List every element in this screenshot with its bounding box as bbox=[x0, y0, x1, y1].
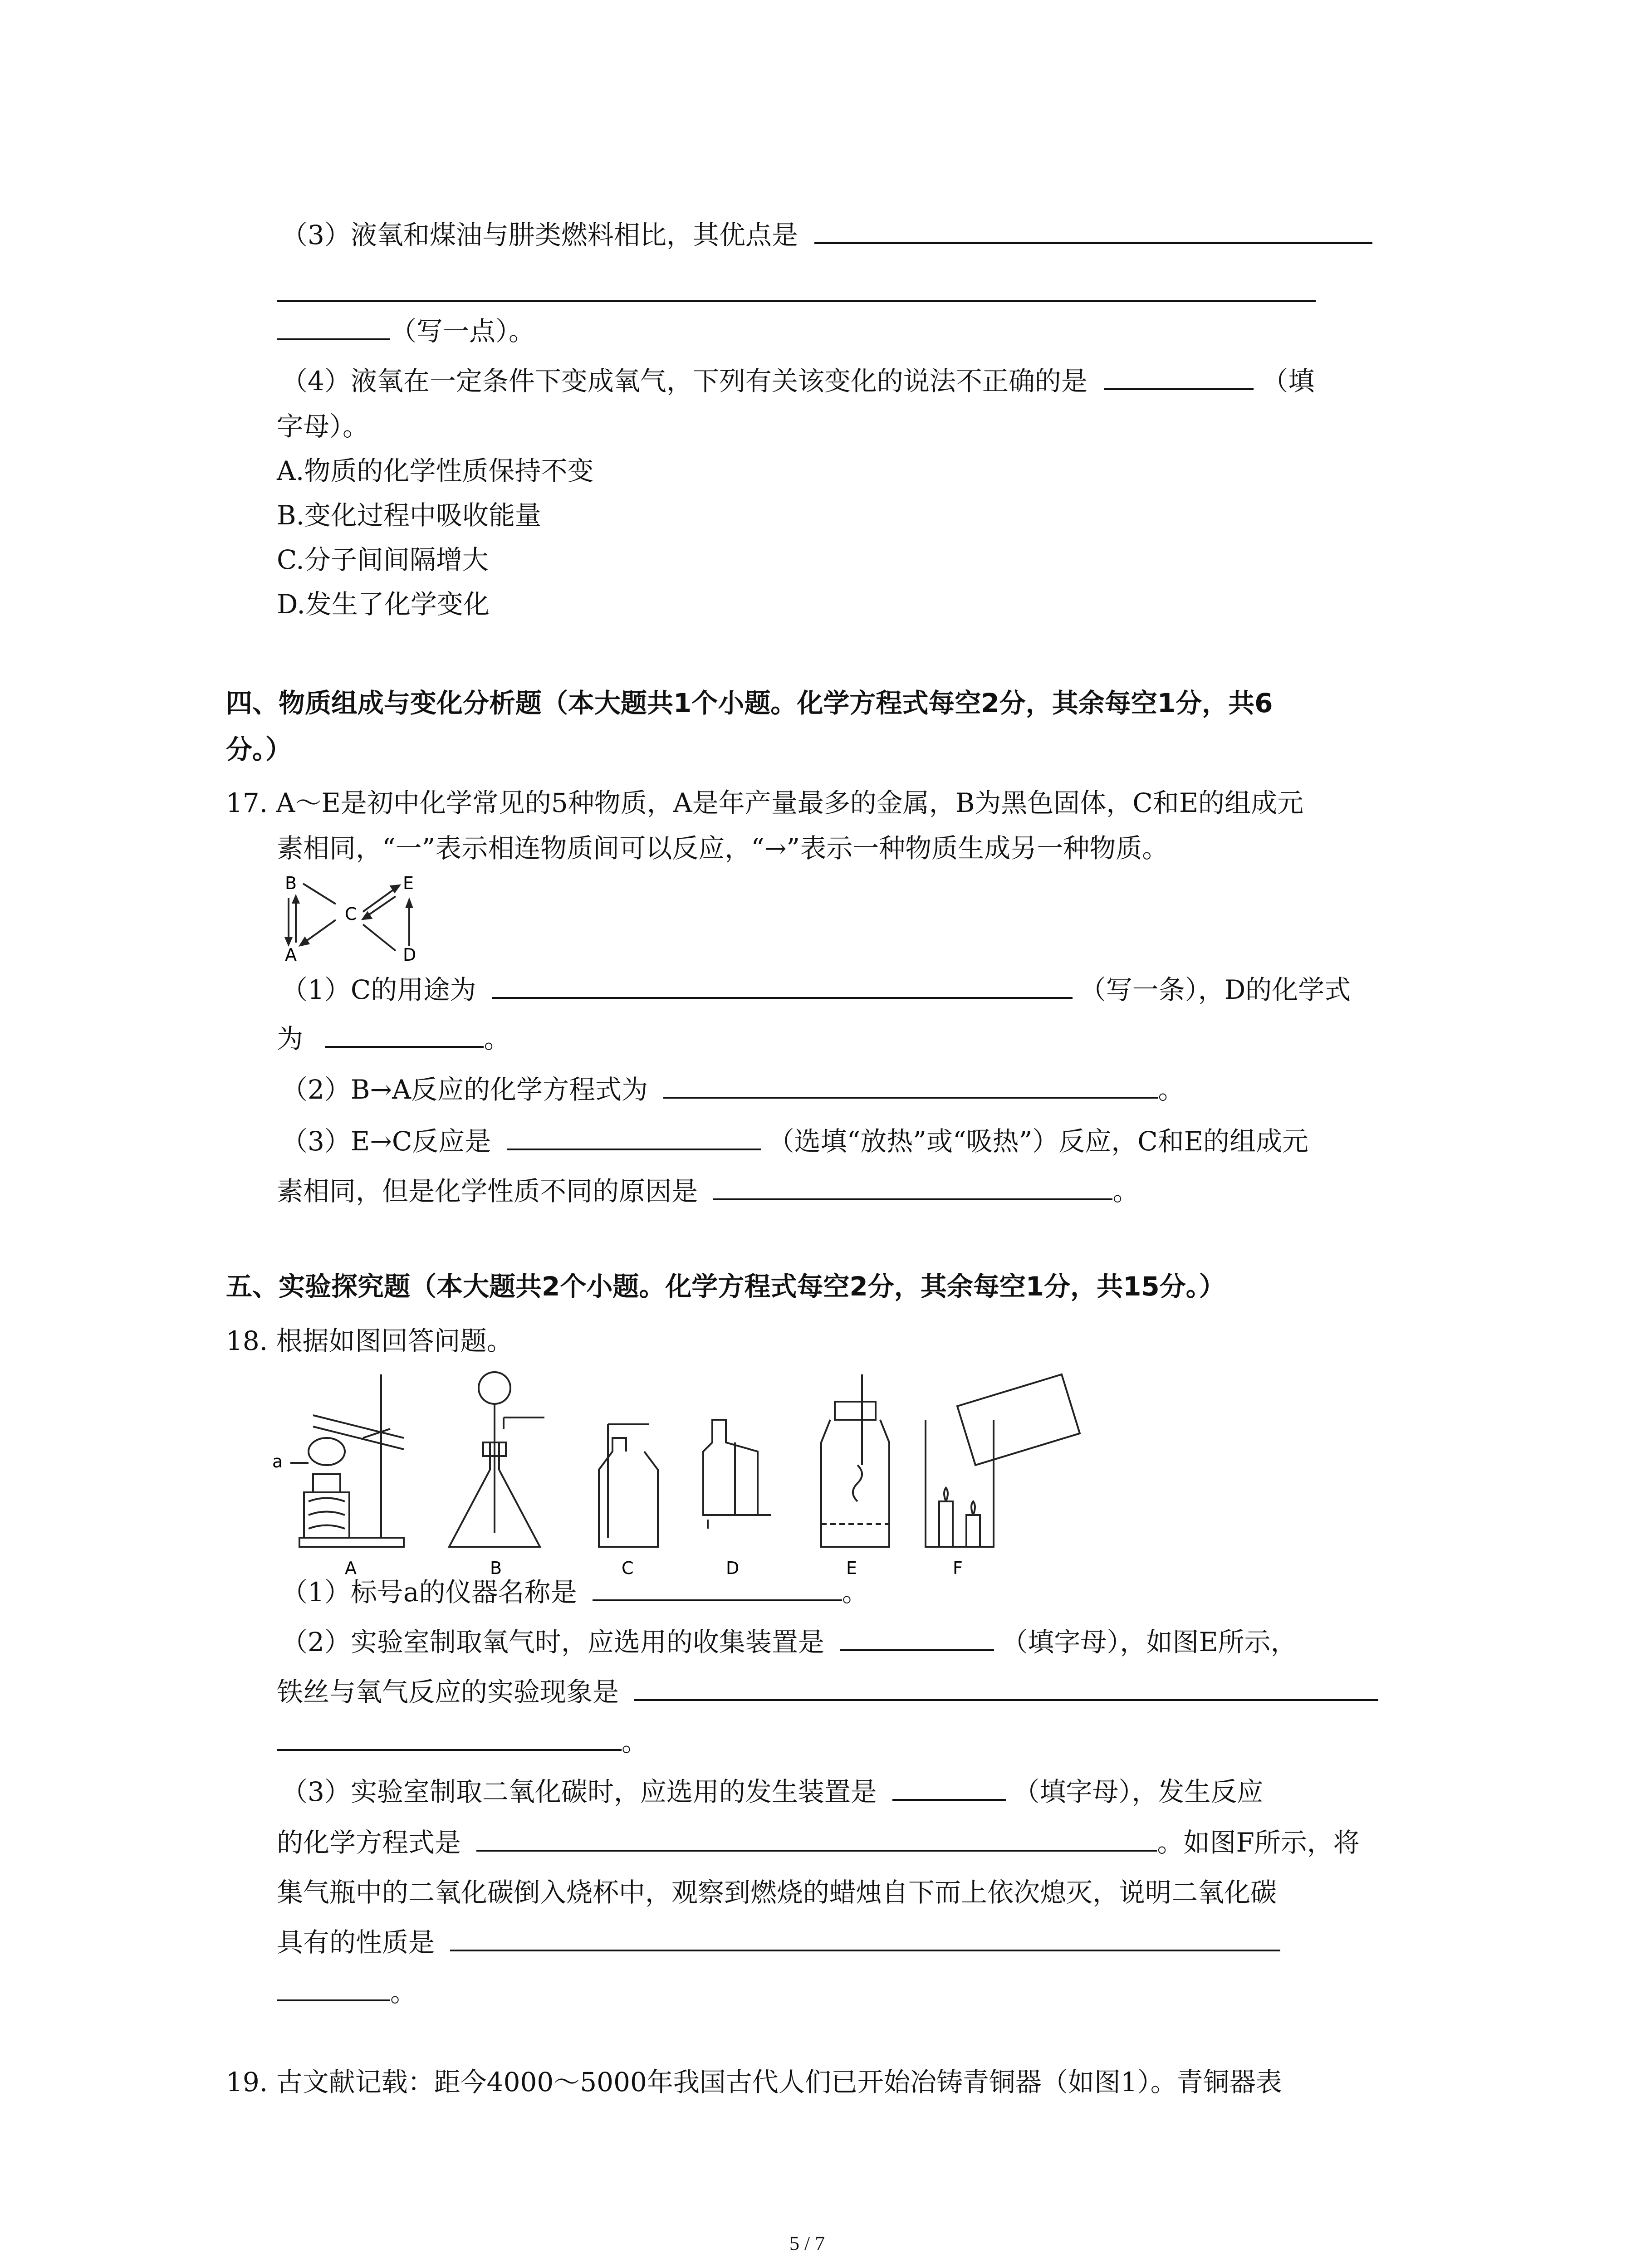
q18-p2-answer-blank-1[interactable] bbox=[840, 1626, 994, 1651]
q17-stem-line2: 素相同，“一”表示相连物质间可以反应，“→”表示一种物质生成另一种物质。 bbox=[277, 833, 1169, 864]
q18-p1-answer-blank[interactable] bbox=[593, 1576, 842, 1601]
q18-label-c: C bbox=[622, 1558, 634, 1578]
q17-part3-line2 bbox=[277, 1173, 1139, 1209]
q17-arrowhead-b-a bbox=[286, 938, 291, 944]
q18-part3-line1 bbox=[281, 1774, 1263, 1810]
q16-part3-line1 bbox=[281, 217, 1372, 253]
q17-p2-b: 。 bbox=[1158, 1074, 1185, 1105]
q18-p3-a: （3）实验室制取二氧化碳时，应选用的发生装置是 bbox=[281, 1776, 877, 1807]
q16-part3-answer-blank-1[interactable] bbox=[814, 219, 1372, 244]
q16-part4-suffix: （填 bbox=[1262, 366, 1315, 396]
q18-label-a: A bbox=[345, 1558, 357, 1578]
q17-arrow-c-a bbox=[304, 920, 336, 943]
page-number: 5 / 7 bbox=[789, 2232, 825, 2254]
q18-part2-line3 bbox=[277, 1724, 648, 1760]
q18-p2-d: 。 bbox=[622, 1726, 648, 1757]
q18-p2-answer-blank-2[interactable] bbox=[634, 1676, 1378, 1701]
q18-label-a-instrument: a bbox=[272, 1452, 283, 1471]
q17-label-a: A bbox=[285, 945, 297, 965]
q17-p1-d: 。 bbox=[484, 1023, 510, 1054]
q18-p3-answer-blank-3[interactable] bbox=[450, 1926, 1280, 1951]
q17-p3-answer-blank-1[interactable] bbox=[507, 1125, 761, 1150]
q16-part4-answer-blank[interactable] bbox=[1104, 365, 1254, 390]
q17-part1-line1 bbox=[281, 972, 1351, 1008]
q16-option-a: A.物质的化学性质保持不变 bbox=[277, 455, 594, 486]
apparatus-e bbox=[821, 1374, 889, 1547]
q18-label-e: E bbox=[846, 1558, 857, 1578]
q18-p1-a: （1）标号a的仪器名称是 bbox=[281, 1577, 577, 1608]
q18-part1 bbox=[281, 1574, 868, 1610]
apparatus-b bbox=[449, 1372, 544, 1547]
q17-label-d: D bbox=[403, 945, 416, 965]
q18-stem: 18. 根据如图回答问题。 bbox=[226, 1325, 513, 1356]
q18-p3-answer-blank-4[interactable] bbox=[277, 1976, 390, 2001]
apparatus-c bbox=[599, 1424, 658, 1547]
q18-p3-answer-blank-1[interactable] bbox=[892, 1775, 1006, 1801]
q18-label-f: F bbox=[953, 1558, 963, 1578]
q18-part2-line2 bbox=[277, 1674, 1378, 1710]
q18-p3-c: 的化学方程式是 bbox=[277, 1827, 461, 1858]
q16-part3-answer-blank-2[interactable] bbox=[277, 275, 1316, 311]
q16-part4-line1 bbox=[281, 363, 1314, 399]
q16-option-d: D.发生了化学变化 bbox=[277, 589, 490, 620]
q18-p3-b: （填字母），发生反应 bbox=[1013, 1776, 1264, 1807]
q18-p3-answer-blank-2[interactable] bbox=[476, 1826, 1157, 1852]
q16-part3-suffix: （写一点）。 bbox=[390, 316, 535, 347]
q19-stem: 19. 古文献记载：距今4000～5000年我国古代人们已开始冶铸青铜器（如图1）。青铜器表 bbox=[226, 2067, 1282, 2097]
q18-part3-line2 bbox=[277, 1824, 1360, 1861]
q17-p3-a: （3）E→C反应是 bbox=[281, 1126, 491, 1157]
section4-heading-line1: 四、物质组成与变化分析题（本大题共1个小题。化学方程式每空2分，其余每空1分，共6 bbox=[226, 688, 1273, 719]
q18-apparatus-figure bbox=[272, 1365, 1098, 1579]
q16-part4-prefix: （4）液氧在一定条件下变成氧气，下列有关该变化的说法不正确的是 bbox=[281, 366, 1087, 396]
q18-p3-d: 。如图F所示，将 bbox=[1157, 1827, 1360, 1858]
q18-p1-b: 。 bbox=[842, 1577, 868, 1608]
q17-p1-a: （1）C的用途为 bbox=[281, 974, 476, 1005]
q17-p3-d: 。 bbox=[1112, 1176, 1139, 1207]
section5-heading: 五、实验探究题（本大题共2个小题。化学方程式每空2分，其余每空1分，共15分。） bbox=[226, 1271, 1225, 1302]
q17-part3-line1 bbox=[281, 1123, 1308, 1159]
q17-arrowhead-a-b bbox=[293, 896, 299, 903]
q18-part3-line4 bbox=[277, 1924, 1280, 1960]
q17-part2 bbox=[281, 1071, 1184, 1108]
q17-p1-c: 为 bbox=[277, 1023, 304, 1054]
apparatus-f bbox=[926, 1374, 1080, 1547]
q17-p3-b: （选填“放热”或“吸热”）反应，C和E的组成元 bbox=[768, 1126, 1308, 1157]
q17-p1-answer-blank-2[interactable] bbox=[325, 1022, 484, 1048]
q17-label-c: C bbox=[345, 904, 357, 924]
q17-p1-answer-blank-1[interactable] bbox=[492, 973, 1073, 999]
q18-p2-c: 铁丝与氧气反应的实验现象是 bbox=[277, 1677, 619, 1707]
apparatus-d bbox=[703, 1420, 771, 1529]
apparatus-a bbox=[290, 1374, 404, 1547]
q17-arrowhead-d-e bbox=[407, 900, 412, 907]
q17-stem-line1: 17. A～E是初中化学常见的5种物质，A是年产量最多的金属，B为黑色固体，C和E的组成元 bbox=[226, 787, 1304, 818]
q17-link-c-d bbox=[363, 924, 396, 951]
q18-part3-line5 bbox=[277, 1974, 416, 2010]
q16-part3-answer-blank-3[interactable] bbox=[277, 315, 390, 340]
q17-p3-answer-blank-2[interactable] bbox=[713, 1175, 1112, 1200]
q16-part3-prefix: （3）液氧和煤油与肼类燃料相比，其优点是 bbox=[281, 220, 798, 250]
q17-p2-answer-blank[interactable] bbox=[663, 1073, 1158, 1099]
q18-label-b: B bbox=[490, 1558, 502, 1578]
q16-part3-line3 bbox=[277, 313, 535, 349]
q17-p2-a: （2）B→A反应的化学方程式为 bbox=[281, 1074, 648, 1105]
q18-p2-answer-blank-3[interactable] bbox=[277, 1725, 622, 1751]
q18-p2-b: （填字母），如图E所示， bbox=[1001, 1627, 1297, 1657]
q18-p2-a: （2）实验室制取氧气时，应选用的收集装置是 bbox=[281, 1627, 824, 1657]
section4-heading-line2: 分。） bbox=[226, 734, 292, 765]
q17-p1-b: （写一条），D的化学式 bbox=[1079, 974, 1351, 1005]
q17-link-b-c bbox=[303, 884, 336, 904]
q17-p3-c: 素相同，但是化学性质不同的原因是 bbox=[277, 1176, 698, 1207]
q18-label-d: D bbox=[726, 1558, 740, 1578]
q17-label-e: E bbox=[403, 873, 414, 893]
q17-part1-line2 bbox=[277, 1021, 510, 1057]
q18-part3-line3: 集气瓶中的二氧化碳倒入烧杯中，观察到燃烧的蜡烛自下而上依次熄灭，说明二氧化碳 bbox=[277, 1877, 1277, 1908]
q16-option-c: C.分子间间隔增大 bbox=[277, 544, 489, 575]
q16-part4-line2: 字母）。 bbox=[277, 411, 369, 442]
q16-option-b: B.变化过程中吸收能量 bbox=[277, 500, 542, 531]
q17-relation-diagram bbox=[277, 870, 431, 965]
q17-label-b: B bbox=[285, 873, 297, 893]
q18-p3-f: 具有的性质是 bbox=[277, 1927, 435, 1958]
q18-part2-line1 bbox=[281, 1624, 1297, 1660]
q18-p3-g: 。 bbox=[390, 1977, 417, 2008]
